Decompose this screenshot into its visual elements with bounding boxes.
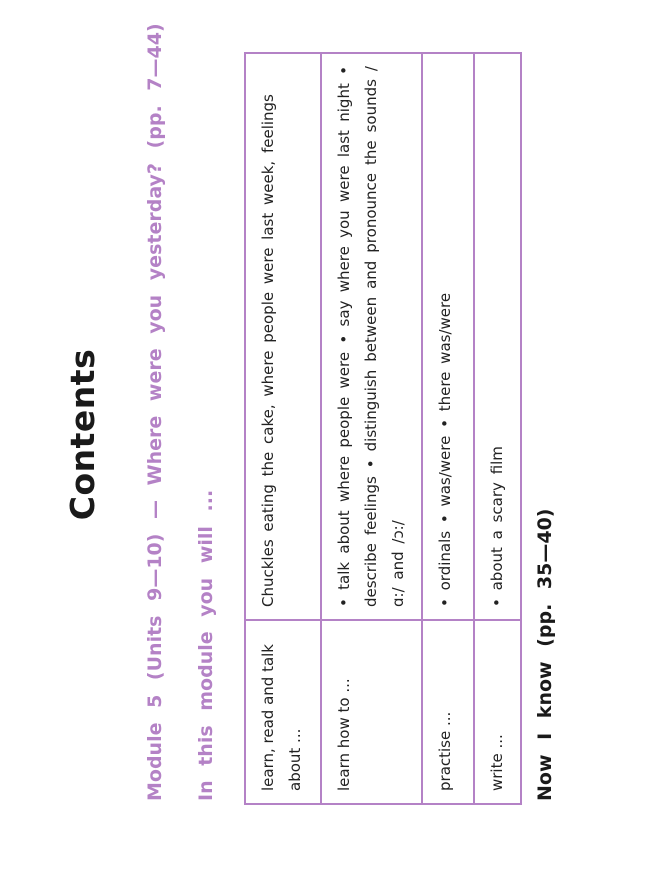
row-content: • ordinals • was/were • there was/were [422,53,474,620]
table-row [245,53,321,804]
table-row [321,53,422,804]
now-i-know-heading: Now I know (pp. 35—40) [534,508,556,801]
page-title: Contents [63,348,102,521]
row-label: learn how to ... [321,620,422,804]
row-label: practise ... [422,620,474,804]
row-content: • about a scary film [474,53,521,620]
contents-table [244,52,522,805]
module-heading: Module 5 (Units 9—10) — Where were you yesterday? (pp. 7—44) [144,23,166,801]
module-subheading: In this module you will ... [195,489,217,801]
row-content: Chuckles eating the cake, where people were last week, feelings [245,53,321,620]
row-label: write ... [474,620,521,804]
row-content: • talk about where people were • say where you were last night • describe feelings • distinguish between and pronounce the sounds /ɑ:/ and /ɔ:/ [321,53,422,620]
table-row [474,53,521,804]
table-row [422,53,474,804]
row-label: learn, read and talk about ... [245,620,321,804]
